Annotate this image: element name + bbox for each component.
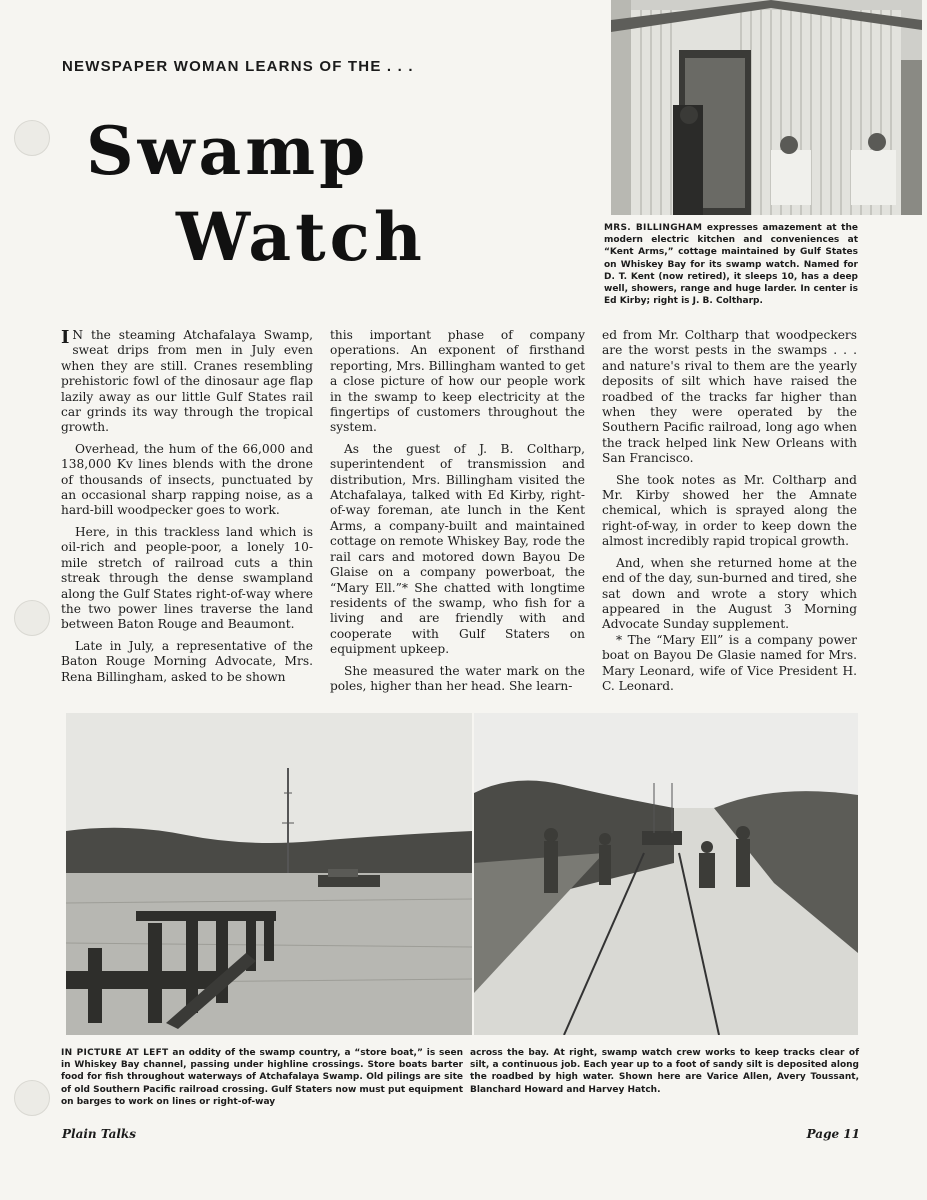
paragraph: Here, in this trackless land which is oil-rich and people-poor, a lonely 10-mile stretch of railroad cuts a thin streak through the dense swampland along the Gulf States right-of-way where the two power lines traverse the land between Baton Rouge and Beaumont. — [61, 524, 313, 632]
paragraph: She measured the water mark on the poles, higher than her head. She learn- — [330, 663, 585, 693]
paragraph: ed from Mr. Coltharp that woodpeckers are the worst pests in the swamps . . . and nature's rival to them are the yearly deposits of silt which have raised the roadbed of the tracks far higher than when they were operated by the Southern Pacific railroad, long ago when the track helped link New Orleans with San Francisco. — [602, 328, 857, 466]
article-column-1 — [61, 328, 313, 685]
caption-lead: IN PICTURE AT LEFT — [61, 1048, 169, 1058]
bottom-caption-right: across the bay. At right, swamp watch crew works to keep tracks clear of silt, a continuous job. Each year up to a foot of sandy silt is deposited along the roadbed by high water. Shown here are Varice Allen, Avery Toussant, Blanchard Howard and Harvey Hatch. — [470, 1048, 859, 1095]
page-number: Page 11 — [806, 1127, 860, 1141]
paragraph: Overhead, the hum of the 66,000 and 138,000 Kv lines blends with the drone of thousands of insects, punctuated by an occasional sharp rapping noise, as a hard-bill woodpecker goes to work. — [61, 441, 313, 518]
paragraph: As the guest of J. B. Coltharp, superintendent of transmission and distribution, Mrs. Billingham visited the Atchafalaya, talked with Ed Kirby, right-of-way foreman, ate lunch in the Kent Arms, a company-built and maintained cottage on remote Whiskey Bay, rode the rail cars and motored down Bayou De Glaise on a company powerboat, the “Mary Ell.”* She chatted with longtime residents of the swamp, who fish for a living and are friendly with and cooperate with Gulf Staters on equipment upkeep. — [330, 441, 585, 657]
paragraph: She took notes as Mr. Coltharp and Mr. Kirby showed her the Amnate chemical, which is sprayed along the right-of-way, in order to keep down the almost incredibly rapid tropical growth. — [602, 472, 857, 549]
cottage-photo — [611, 0, 922, 215]
punch-hole — [14, 1080, 50, 1116]
punch-hole — [14, 120, 50, 156]
footnote: * The “Mary Ell” is a company power boat on Bayou De Glasie named for Mrs. Mary Leonard, wife of Vice President H. C. Leonard. — [602, 632, 857, 693]
caption-body: expresses amazement at the modern electric kitchen and conveniences at “Kent Arms,” cottage maintained by Gulf States on Whiskey Bay for its swamp watch. Named for D. T. Kent (now retired), it sleeps 10, has a deep well, showers, range and huge larder. In center is Ed Kirby; right is J. B. Coltharp. — [604, 223, 858, 307]
article-column-2 — [330, 328, 585, 694]
bottom-caption-left — [61, 1047, 463, 1108]
kicker: NEWSPAPER WOMAN LEARNS OF THE . . . — [62, 58, 414, 75]
caption-body: an oddity of the swamp country, a “store boat,” is seen in Whiskey Bay channel, passing under highline crossings. Store boats barter food for fish throughout waterways of Atchafalaya Swamp. Old pilings are site of old Southern Pacific railroad crossing. Gulf Staters now must put equipment on barges to work on lines or right-of-way — [61, 1048, 463, 1107]
punch-hole — [14, 600, 50, 636]
paragraph: Late in July, a representative of the Baton Rouge Morning Advocate, Mrs. Rena Billingham, asked to be shown — [61, 638, 313, 684]
paragraph: I N the steaming Atchafalaya Swamp, sweat drips from men in July even when they are still. Cranes resembling prehistoric fowl of the dinosaur age flap lazily away as our little Gulf States rail car grinds its way through the tropical growth. — [61, 327, 313, 435]
article-column-3 — [602, 328, 857, 694]
caption-lead: MRS. BILLINGHAM — [604, 223, 703, 233]
drop-cap: I — [61, 327, 70, 348]
paragraph: And, when she returned home at the end of the day, sun-burned and tired, she sat down and wrote a story which appeared in the August 3 Morning Advocate Sunday supplement. — [602, 555, 857, 632]
headline-line-1: Swamp — [86, 112, 370, 190]
publication-name: Plain Talks — [62, 1127, 137, 1141]
store-boat-photo — [66, 713, 472, 1035]
paragraph: this important phase of company operations. An exponent of firsthand reporting, Mrs. Billingham wanted to get a close picture of how our people work in the swamp to keep electricity at the fingertips of customers throughout the system. — [330, 328, 585, 435]
headline-line-2: Watch — [176, 198, 426, 276]
top-photo-caption — [604, 222, 858, 307]
track-crew-photo — [474, 713, 858, 1035]
